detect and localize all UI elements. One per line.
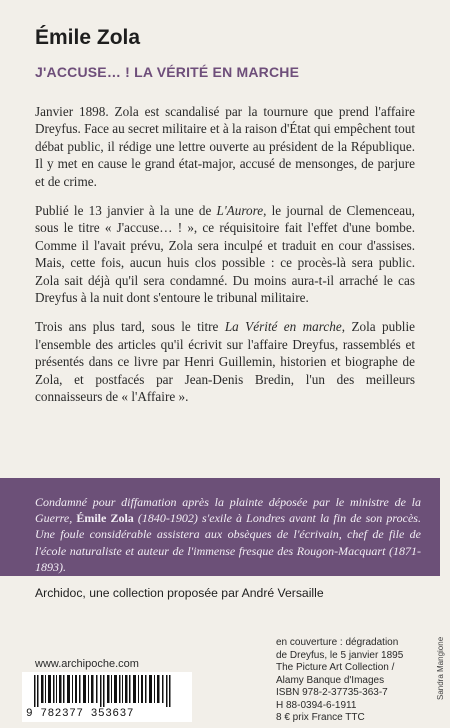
- newspaper-title: L'Aurore: [216, 203, 264, 219]
- author-name: Émile Zola: [35, 26, 141, 49]
- credit-line: en couverture : dégradation: [276, 637, 399, 648]
- book-title: J'ACCUSE… ! LA VÉRITÉ EN MARCHE: [35, 64, 300, 80]
- blurb-paragraph-2: [35, 202, 415, 306]
- barcode-number: 9 782377 353637: [26, 708, 135, 720]
- credit-line: de Dreyfus, le 5 janvier 1895: [276, 649, 404, 661]
- paragraph-2-text-start: Publié le 13 janvier à la une de: [35, 203, 217, 219]
- designer-credit: Sandra Mangione: [436, 636, 445, 700]
- blurb: [35, 103, 415, 418]
- paragraph-3-text-start: Trois ans plus tard, sous le titre: [35, 319, 225, 335]
- collection-line: Archidoc, une collection proposée par André Versaille: [35, 586, 324, 600]
- author-bio-box: [0, 478, 440, 576]
- credit-line: Alamy Banque d'Images: [276, 674, 385, 686]
- barcode: [22, 672, 192, 722]
- isbn: ISBN 978-2-37735-363-7: [276, 687, 388, 698]
- bio-author-name: Émile Zola: [76, 511, 134, 526]
- barcode-icon: [28, 675, 186, 707]
- blurb-paragraph-1: Janvier 1898. Zola est scandalisé par la tournure que prend l'affaire Dreyfus. Face au secret militaire et à la raison d'État qui empêchent tout débat public, il rédige une lettre ouverte au président de la République. Il y met en cause le grand état-major, accusé de mensonges, de parjure et de crime.: [35, 104, 415, 189]
- bio-text-end: (1840-1902) s'exile à Londres avant la fin de son procès. Une foule considérable assistera aux obsèques de l'écrivain, chef de file de l'école naturaliste et auteur de l'immense fresque des Rougon-Macquart (1871-1893).: [35, 511, 421, 574]
- bio-text-start: Condamné pour diffamation après la plainte déposée par le ministre de la Guerre,: [35, 495, 421, 526]
- distributor-code: H 88-0394-6-1911: [276, 699, 357, 711]
- book-title-inline: La Vérité en marche: [224, 319, 342, 335]
- blurb-paragraph-3: [35, 318, 415, 405]
- paragraph-2-text-end: , le journal de Clemenceau, sous le titre « J'accuse… ! », ce réquisitoire fait l'effet d'une bombe. Comme il l'avait prévu, Zola sera inculpé et traduit en cour d'assises. Mais, cette fois, aucun huis clos possible : ce procès-là sera public. Zola sait déjà qu'il sera condamné. Du moins aura-t-il arraché le cas Dreyfus à la nuit dont s'entoure le tribunal militaire.: [35, 203, 415, 306]
- author-bio: [35, 494, 421, 575]
- credit-line: The Picture Art Collection /: [276, 662, 395, 673]
- website-url[interactable]: www.archipoche.com: [35, 658, 139, 670]
- paragraph-3-text-end: , Zola publie l'ensemble des articles qu'il écrivit sur l'affaire Dreyfus, rassemblés et présentés dans ce livre par Henri Guillemin, historien et biographe de Zola, et postfacés par Jean-Denis Bredin, l'un des meilleurs connaisseurs de « l'Affaire ».: [35, 319, 415, 405]
- price: 8 € prix France TTC: [276, 712, 365, 723]
- cover-credits: [276, 637, 426, 725]
